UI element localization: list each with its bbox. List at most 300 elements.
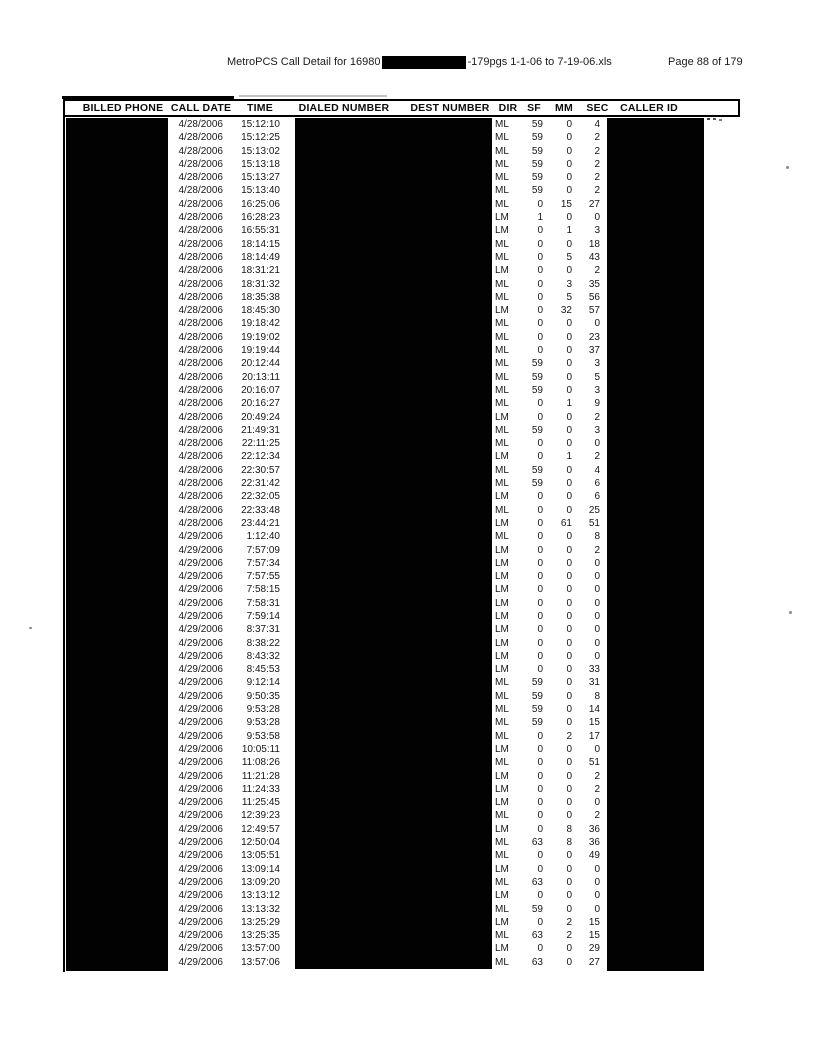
call-date-cell: 4/29/2006 [178, 797, 223, 809]
dir-cell: LM [495, 305, 509, 317]
call-date-cell: 4/28/2006 [178, 438, 223, 450]
sec-cell: 27 [588, 198, 600, 210]
time-cell: 18:35:38 [241, 291, 280, 303]
dir-cell: LM [495, 783, 509, 795]
scan-artifact-smear [239, 95, 387, 97]
sf-cell: 0 [537, 584, 543, 596]
time-cell: 13:13:12 [241, 890, 280, 902]
mm-cell: 3 [566, 278, 572, 290]
dir-cell: LM [495, 823, 509, 835]
sf-cell: 0 [537, 398, 543, 410]
mm-cell: 0 [566, 810, 572, 822]
sf-cell: 0 [537, 823, 543, 835]
call-detail-table [63, 99, 740, 974]
scan-speck [29, 627, 32, 629]
time-cell: 13:09:20 [241, 876, 280, 888]
column-header-dir: DIR [498, 102, 518, 114]
sec-cell: 2 [594, 411, 600, 423]
sf-cell: 0 [537, 491, 543, 503]
call-date-cell: 4/29/2006 [178, 743, 223, 755]
sec-cell: 0 [594, 797, 600, 809]
mm-cell: 0 [566, 478, 572, 490]
sf-cell: 0 [537, 251, 543, 263]
time-cell: 18:31:32 [241, 278, 280, 290]
dir-cell: LM [495, 610, 509, 622]
sf-cell: 0 [537, 890, 543, 902]
time-cell: 18:14:49 [241, 251, 280, 263]
call-date-cell: 4/28/2006 [178, 411, 223, 423]
sec-cell: 0 [594, 212, 600, 224]
mm-cell: 0 [566, 145, 572, 157]
sec-cell: 0 [594, 890, 600, 902]
call-date-cell: 4/29/2006 [178, 597, 223, 609]
call-date-cell: 4/29/2006 [178, 531, 223, 543]
sf-cell: 0 [537, 198, 543, 210]
sec-cell: 29 [588, 943, 600, 955]
sf-cell: 0 [537, 504, 543, 516]
mm-cell: 0 [566, 584, 572, 596]
call-date-cell: 4/28/2006 [178, 251, 223, 263]
mm-cell: 0 [566, 664, 572, 676]
call-date-cell: 4/28/2006 [178, 291, 223, 303]
call-date-cell: 4/29/2006 [178, 757, 223, 769]
mm-cell: 0 [566, 132, 572, 144]
time-cell: 21:49:31 [241, 424, 280, 436]
call-date-cell: 4/29/2006 [178, 690, 223, 702]
dir-cell: ML [495, 956, 509, 968]
dir-cell: LM [495, 212, 509, 224]
dir-cell: LM [495, 225, 509, 237]
sec-cell: 0 [594, 637, 600, 649]
sf-cell: 59 [531, 717, 543, 729]
column-header-time: TIME [247, 102, 273, 114]
dir-cell: LM [495, 637, 509, 649]
dir-cell: ML [495, 358, 509, 370]
time-cell: 19:19:02 [241, 331, 280, 343]
dir-cell: ML [495, 930, 509, 942]
sf-cell: 0 [537, 238, 543, 250]
time-cell: 7:58:15 [246, 584, 280, 596]
sf-cell: 59 [531, 185, 543, 197]
dir-cell: ML [495, 172, 509, 184]
sf-cell: 0 [537, 770, 543, 782]
dir-cell: ML [495, 398, 509, 410]
sf-cell: 0 [537, 797, 543, 809]
mm-cell: 0 [566, 757, 572, 769]
scan-speck [789, 611, 792, 614]
sec-cell: 15 [588, 930, 600, 942]
time-cell: 8:38:22 [246, 637, 280, 649]
dir-cell: LM [495, 517, 509, 529]
dir-cell: LM [495, 916, 509, 928]
sf-cell: 59 [531, 384, 543, 396]
dir-cell: LM [495, 650, 509, 662]
dir-cell: ML [495, 424, 509, 436]
dir-cell: LM [495, 770, 509, 782]
sf-cell: 0 [537, 610, 543, 622]
time-cell: 7:57:55 [246, 571, 280, 583]
mm-cell: 0 [566, 345, 572, 357]
sec-cell: 2 [594, 783, 600, 795]
sec-cell: 4 [594, 464, 600, 476]
sec-cell: 0 [594, 557, 600, 569]
call-date-cell: 4/28/2006 [178, 305, 223, 317]
sf-cell: 0 [537, 318, 543, 330]
dir-cell: LM [495, 571, 509, 583]
call-date-cell: 4/29/2006 [178, 837, 223, 849]
time-cell: 19:19:44 [241, 345, 280, 357]
time-cell: 15:13:02 [241, 145, 280, 157]
call-date-cell: 4/28/2006 [178, 384, 223, 396]
call-date-cell: 4/28/2006 [178, 371, 223, 383]
time-cell: 11:08:26 [241, 757, 280, 769]
sec-cell: 3 [594, 225, 600, 237]
dir-cell: ML [495, 810, 509, 822]
sf-cell: 0 [537, 664, 543, 676]
dir-cell: ML [495, 371, 509, 383]
time-cell: 7:57:34 [246, 557, 280, 569]
sec-cell: 37 [588, 345, 600, 357]
sec-cell: 2 [594, 810, 600, 822]
mm-cell: 0 [566, 544, 572, 556]
sec-cell: 6 [594, 491, 600, 503]
time-cell: 15:12:25 [241, 132, 280, 144]
sf-cell: 0 [537, 850, 543, 862]
sf-cell: 0 [537, 265, 543, 277]
sec-cell: 51 [588, 517, 600, 529]
call-date-cell: 4/29/2006 [178, 717, 223, 729]
dir-cell: ML [495, 531, 509, 543]
call-date-cell: 4/28/2006 [178, 225, 223, 237]
sf-cell: 0 [537, 517, 543, 529]
column-header-billed-phone: BILLED PHONE [82, 102, 164, 114]
redaction-billed-phone-column [66, 118, 168, 971]
sec-cell: 0 [594, 438, 600, 450]
time-cell: 15:13:18 [241, 158, 280, 170]
time-cell: 18:14:15 [241, 238, 280, 250]
mm-cell: 2 [566, 916, 572, 928]
sec-cell: 36 [588, 837, 600, 849]
sec-cell: 2 [594, 770, 600, 782]
sf-cell: 0 [537, 411, 543, 423]
call-date-cell: 4/28/2006 [178, 278, 223, 290]
column-header-call-date: CALL DATE [170, 102, 232, 114]
time-cell: 13:05:51 [241, 850, 280, 862]
time-cell: 7:57:09 [246, 544, 280, 556]
mm-cell: 0 [566, 571, 572, 583]
time-cell: 9:50:35 [246, 690, 280, 702]
call-date-cell: 4/29/2006 [178, 650, 223, 662]
mm-cell: 0 [566, 411, 572, 423]
mm-cell: 0 [566, 690, 572, 702]
scan-speck [786, 166, 789, 169]
sec-cell: 56 [588, 291, 600, 303]
redaction-caller-id-column [607, 118, 704, 971]
sf-cell: 63 [531, 956, 543, 968]
time-cell: 13:25:29 [241, 916, 280, 928]
sf-cell: 0 [537, 743, 543, 755]
mm-cell: 0 [566, 358, 572, 370]
sf-cell: 59 [531, 690, 543, 702]
call-date-cell: 4/28/2006 [178, 331, 223, 343]
call-date-cell: 4/28/2006 [178, 145, 223, 157]
call-date-cell: 4/29/2006 [178, 903, 223, 915]
mm-cell: 0 [566, 464, 572, 476]
sf-cell: 1 [537, 212, 543, 224]
sec-cell: 3 [594, 424, 600, 436]
dir-cell: ML [495, 478, 509, 490]
sf-cell: 0 [537, 637, 543, 649]
sec-cell: 0 [594, 624, 600, 636]
time-cell: 11:24:33 [241, 783, 280, 795]
time-cell: 13:13:32 [241, 903, 280, 915]
mm-cell: 0 [566, 424, 572, 436]
dir-cell: ML [495, 504, 509, 516]
sec-cell: 0 [594, 584, 600, 596]
time-cell: 15:13:27 [241, 172, 280, 184]
sec-cell: 0 [594, 650, 600, 662]
column-header-caller-id: CALLER ID [620, 102, 678, 114]
sec-cell: 9 [594, 398, 600, 410]
sf-cell: 0 [537, 557, 543, 569]
dir-cell: LM [495, 863, 509, 875]
dir-cell: ML [495, 331, 509, 343]
mm-cell: 61 [560, 517, 572, 529]
sf-cell: 59 [531, 677, 543, 689]
sec-cell: 0 [594, 610, 600, 622]
call-date-cell: 4/28/2006 [178, 198, 223, 210]
column-header-dest-number: DEST NUMBER [410, 102, 490, 114]
sf-cell: 0 [537, 783, 543, 795]
call-date-cell: 4/29/2006 [178, 956, 223, 968]
dir-cell: ML [495, 251, 509, 263]
sec-cell: 18 [588, 238, 600, 250]
mm-cell: 0 [566, 504, 572, 516]
sec-cell: 5 [594, 371, 600, 383]
mm-cell: 0 [566, 743, 572, 755]
time-cell: 19:18:42 [241, 318, 280, 330]
sec-cell: 0 [594, 903, 600, 915]
table-header-row [63, 99, 740, 117]
sec-cell: 57 [588, 305, 600, 317]
dir-cell: LM [495, 797, 509, 809]
sec-cell: 8 [594, 531, 600, 543]
mm-cell: 5 [566, 251, 572, 263]
call-date-cell: 4/28/2006 [178, 478, 223, 490]
time-cell: 20:13:11 [241, 371, 280, 383]
sec-cell: 15 [588, 916, 600, 928]
time-cell: 22:32:05 [241, 491, 280, 503]
sf-cell: 0 [537, 730, 543, 742]
mm-cell: 0 [566, 903, 572, 915]
sec-cell: 31 [588, 677, 600, 689]
call-date-cell: 4/28/2006 [178, 265, 223, 277]
time-cell: 15:13:40 [241, 185, 280, 197]
time-cell: 9:53:28 [246, 704, 280, 716]
time-cell: 7:58:31 [246, 597, 280, 609]
time-cell: 12:50:04 [241, 837, 280, 849]
time-cell: 18:31:21 [241, 265, 280, 277]
dir-cell: ML [495, 677, 509, 689]
call-date-cell: 4/28/2006 [178, 158, 223, 170]
sf-cell: 0 [537, 544, 543, 556]
sec-cell: 35 [588, 278, 600, 290]
sf-cell: 0 [537, 597, 543, 609]
call-date-cell: 4/29/2006 [178, 664, 223, 676]
call-date-cell: 4/29/2006 [178, 730, 223, 742]
sec-cell: 15 [588, 717, 600, 729]
call-date-cell: 4/28/2006 [178, 358, 223, 370]
call-date-cell: 4/28/2006 [178, 238, 223, 250]
time-cell: 9:12:14 [246, 677, 280, 689]
dir-cell: ML [495, 704, 509, 716]
call-date-cell: 4/28/2006 [178, 132, 223, 144]
time-cell: 22:11:25 [241, 438, 280, 450]
call-date-cell: 4/28/2006 [178, 504, 223, 516]
mm-cell: 0 [566, 557, 572, 569]
mm-cell: 0 [566, 172, 572, 184]
sec-cell: 0 [594, 743, 600, 755]
dir-cell: ML [495, 837, 509, 849]
mm-cell: 0 [566, 265, 572, 277]
mm-cell: 0 [566, 797, 572, 809]
call-date-cell: 4/29/2006 [178, 876, 223, 888]
time-cell: 13:57:06 [241, 956, 280, 968]
sf-cell: 59 [531, 704, 543, 716]
mm-cell: 1 [566, 398, 572, 410]
mm-cell: 32 [560, 305, 572, 317]
sec-cell: 23 [588, 331, 600, 343]
title-redaction-box [382, 56, 466, 69]
dir-cell: LM [495, 743, 509, 755]
sec-cell: 3 [594, 384, 600, 396]
mm-cell: 0 [566, 185, 572, 197]
dir-cell: LM [495, 584, 509, 596]
mm-cell: 0 [566, 704, 572, 716]
sec-cell: 33 [588, 664, 600, 676]
time-cell: 16:28:23 [241, 212, 280, 224]
column-header-dialed-number: DIALED NUMBER [298, 102, 390, 114]
sec-cell: 36 [588, 823, 600, 835]
mm-cell: 0 [566, 438, 572, 450]
sf-cell: 63 [531, 876, 543, 888]
call-date-cell: 4/28/2006 [178, 119, 223, 130]
dir-cell: LM [495, 624, 509, 636]
dir-cell: LM [495, 943, 509, 955]
call-date-cell: 4/28/2006 [178, 185, 223, 197]
call-date-cell: 4/29/2006 [178, 916, 223, 928]
sf-cell: 0 [537, 305, 543, 317]
mm-cell: 0 [566, 491, 572, 503]
mm-cell: 1 [566, 451, 572, 463]
call-date-cell: 4/29/2006 [178, 610, 223, 622]
time-cell: 22:30:57 [241, 464, 280, 476]
dir-cell: LM [495, 544, 509, 556]
call-date-cell: 4/29/2006 [178, 584, 223, 596]
time-cell: 22:33:48 [241, 504, 280, 516]
call-date-cell: 4/29/2006 [178, 624, 223, 636]
mm-cell: 0 [566, 783, 572, 795]
mm-cell: 0 [566, 318, 572, 330]
time-cell: 15:12:10 [241, 119, 280, 130]
sf-cell: 0 [537, 810, 543, 822]
sec-cell: 8 [594, 690, 600, 702]
time-cell: 9:53:28 [246, 717, 280, 729]
call-date-cell: 4/29/2006 [178, 677, 223, 689]
sec-cell: 0 [594, 597, 600, 609]
mm-cell: 0 [566, 384, 572, 396]
call-date-cell: 4/29/2006 [178, 943, 223, 955]
mm-cell: 15 [560, 198, 572, 210]
dir-cell: ML [495, 185, 509, 197]
dir-cell: LM [495, 597, 509, 609]
time-cell: 20:16:07 [241, 384, 280, 396]
time-cell: 8:45:53 [246, 664, 280, 676]
dir-cell: LM [495, 491, 509, 503]
sec-cell: 2 [594, 185, 600, 197]
mm-cell: 8 [566, 837, 572, 849]
dir-cell: ML [495, 876, 509, 888]
call-date-cell: 4/29/2006 [178, 637, 223, 649]
sf-cell: 0 [537, 225, 543, 237]
mm-cell: 0 [566, 238, 572, 250]
mm-cell: 0 [566, 650, 572, 662]
dir-cell: LM [495, 557, 509, 569]
time-cell: 16:25:06 [241, 198, 280, 210]
time-cell: 7:59:14 [246, 610, 280, 622]
dir-cell: ML [495, 278, 509, 290]
dir-cell: LM [495, 411, 509, 423]
call-date-cell: 4/28/2006 [178, 491, 223, 503]
dir-cell: ML [495, 238, 509, 250]
time-cell: 12:39:23 [241, 810, 280, 822]
dir-cell: ML [495, 730, 509, 742]
sec-cell: 4 [594, 119, 600, 130]
time-cell: 8:43:32 [246, 650, 280, 662]
mm-cell: 2 [566, 930, 572, 942]
dir-cell: ML [495, 690, 509, 702]
dir-cell: ML [495, 291, 509, 303]
sf-cell: 0 [537, 916, 543, 928]
sec-cell: 6 [594, 478, 600, 490]
time-cell: 13:09:14 [241, 863, 280, 875]
mm-cell: 0 [566, 610, 572, 622]
sf-cell: 0 [537, 863, 543, 875]
time-cell: 20:12:44 [241, 358, 280, 370]
mm-cell: 0 [566, 956, 572, 968]
sf-cell: 63 [531, 930, 543, 942]
dir-cell: ML [495, 318, 509, 330]
call-date-cell: 4/28/2006 [178, 398, 223, 410]
dir-cell: ML [495, 717, 509, 729]
time-cell: 13:25:35 [241, 930, 280, 942]
call-date-cell: 4/28/2006 [178, 464, 223, 476]
sec-cell: 2 [594, 544, 600, 556]
redaction-dialed-dest-number-columns [295, 118, 492, 969]
sf-cell: 0 [537, 531, 543, 543]
sf-cell: 0 [537, 571, 543, 583]
sec-cell: 25 [588, 504, 600, 516]
sf-cell: 0 [537, 650, 543, 662]
mm-cell: 0 [566, 863, 572, 875]
call-date-cell: 4/29/2006 [178, 823, 223, 835]
time-cell: 9:53:58 [246, 730, 280, 742]
mm-cell: 0 [566, 158, 572, 170]
mm-cell: 0 [566, 624, 572, 636]
dir-cell: ML [495, 903, 509, 915]
document-title-suffix: -179pgs 1-1-06 to 7-19-06.xls [467, 56, 612, 68]
dir-cell: ML [495, 145, 509, 157]
